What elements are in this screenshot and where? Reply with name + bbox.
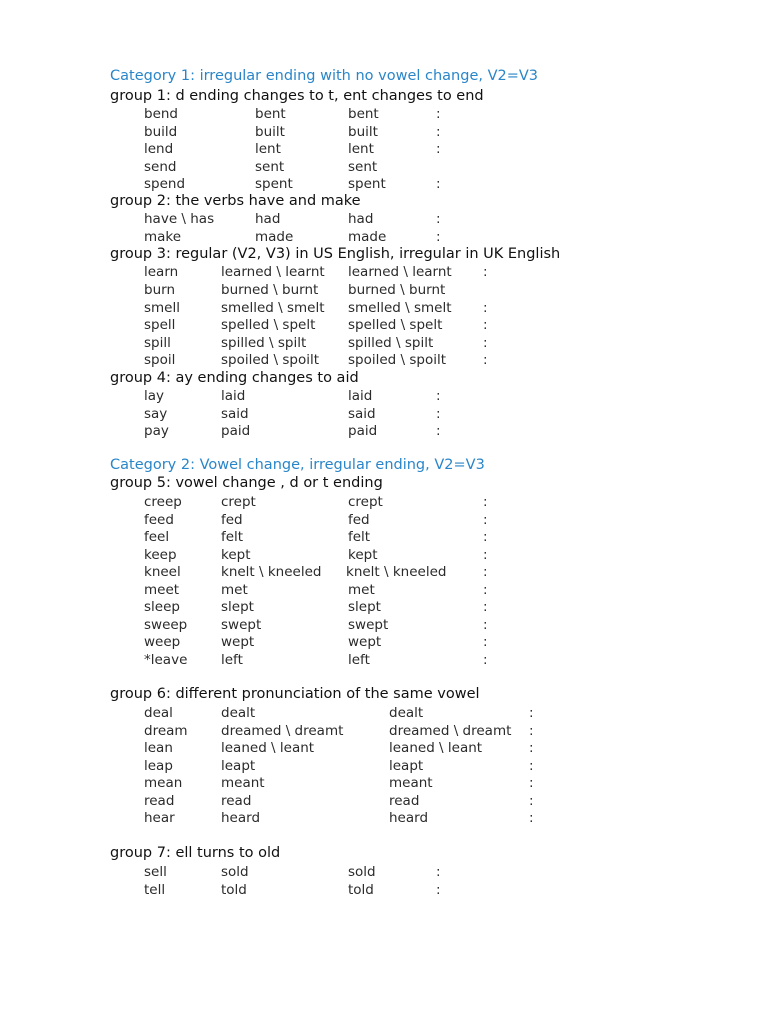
row-colon: : (529, 810, 534, 826)
verb-participle: made (348, 229, 387, 245)
verb-row (0, 810, 768, 828)
verb-row (0, 512, 768, 530)
verb-base: weep (144, 634, 181, 650)
verb-base: creep (144, 494, 182, 510)
verb-base: build (144, 123, 178, 140)
verb-participle: leaned \ leant (389, 740, 483, 756)
verb-participle: spilled \ spilt (348, 334, 434, 351)
group-2-heading: group 2: the verbs have and make (110, 193, 361, 209)
verb-past: knelt \ kneeled (221, 564, 322, 580)
verb-base: make (144, 229, 182, 245)
verb-base: sell (144, 864, 167, 880)
group-1-heading: group 1: d ending changes to t, ent changes to end (110, 88, 484, 104)
row-colon: : (436, 881, 441, 898)
verb-past: leapt (221, 757, 256, 774)
row-colon: : (529, 740, 534, 756)
verb-row (0, 335, 768, 353)
verb-row (0, 882, 768, 900)
verb-row (0, 793, 768, 811)
verb-base: kneel (144, 564, 181, 580)
verb-past: bent (255, 106, 286, 122)
verb-base: spill (144, 334, 171, 351)
verb-past: meant (221, 775, 265, 791)
verb-row (0, 406, 768, 424)
row-colon: : (483, 352, 488, 368)
row-colon: : (483, 264, 488, 280)
row-colon: : (529, 757, 534, 774)
verb-participle: swept (348, 616, 389, 633)
verb-row (0, 652, 768, 670)
verb-past: burned \ burnt (221, 282, 319, 298)
verb-base: *leave (144, 651, 188, 668)
verb-base: feed (144, 511, 174, 528)
verb-base: smell (144, 299, 180, 316)
verb-past: leaned \ leant (221, 740, 315, 756)
verb-row (0, 864, 768, 882)
verb-participle: slept (348, 599, 381, 615)
verb-past: spilled \ spilt (221, 334, 307, 351)
verb-participle: spelled \ spelt (348, 317, 443, 333)
verb-participle: spoiled \ spoilt (348, 352, 447, 368)
verb-row (0, 264, 768, 282)
row-colon: : (436, 405, 441, 422)
verb-past: swept (221, 616, 262, 633)
verb-row (0, 300, 768, 318)
verb-base: spend (144, 176, 186, 192)
verb-base: mean (144, 775, 183, 791)
verb-past: spelled \ spelt (221, 317, 316, 333)
verb-participle: felt (348, 529, 371, 545)
verb-participle: sent (348, 158, 378, 175)
verb-past: dreamed \ dreamt (221, 722, 344, 739)
verb-base: deal (144, 705, 173, 721)
row-colon: : (483, 299, 488, 316)
group-6-heading: group 6: different pronunciation of the same vowel (110, 686, 480, 702)
verb-participle: heard (389, 810, 429, 826)
verb-base: spell (144, 317, 176, 333)
group-3-heading: group 3: regular (V2, V3) in US English, irregular in UK English (110, 246, 561, 262)
verb-base: say (144, 405, 168, 422)
verb-base: learn (144, 264, 179, 280)
verb-past: wept (221, 634, 255, 650)
row-colon: : (483, 494, 488, 510)
row-colon: : (529, 792, 534, 809)
row-colon: : (436, 106, 441, 122)
verb-row (0, 317, 768, 335)
verb-row (0, 352, 768, 370)
verb-row (0, 740, 768, 758)
verb-participle: paid (348, 423, 378, 439)
row-colon: : (483, 317, 488, 333)
verb-participle: dreamed \ dreamt (389, 722, 512, 739)
verb-row (0, 388, 768, 406)
verb-participle: had (348, 211, 374, 227)
row-colon: : (436, 229, 441, 245)
verb-past: kept (221, 546, 251, 563)
row-colon: : (483, 564, 488, 580)
verb-past: told (221, 881, 247, 898)
verb-past: sent (255, 158, 285, 175)
verb-base: meet (144, 581, 180, 598)
row-colon: : (436, 141, 441, 157)
verb-past: dealt (221, 705, 256, 721)
row-colon: : (483, 581, 488, 598)
verb-past: slept (221, 599, 254, 615)
row-colon: : (483, 529, 488, 545)
row-colon: : (483, 634, 488, 650)
verb-row (0, 494, 768, 512)
verb-base: sweep (144, 616, 188, 633)
verb-participle: burned \ burnt (348, 282, 446, 298)
verb-past: read (221, 792, 252, 809)
verb-row (0, 775, 768, 793)
verb-past: had (255, 211, 281, 227)
verb-row (0, 547, 768, 565)
row-colon: : (483, 651, 488, 668)
row-colon: : (436, 864, 441, 880)
verb-participle: kept (348, 546, 378, 563)
category-2-heading: Category 2: Vowel change, irregular ending, V2=V3 (110, 457, 485, 473)
verb-past: laid (221, 388, 246, 404)
group-5-heading: group 5: vowel change , d or t ending (110, 475, 383, 491)
verb-row (0, 423, 768, 441)
verb-row (0, 229, 768, 247)
verb-base: sleep (144, 599, 180, 615)
verb-participle: read (389, 792, 420, 809)
verb-row (0, 705, 768, 723)
verb-base: send (144, 158, 177, 175)
verb-row (0, 176, 768, 194)
verb-past: heard (221, 810, 261, 826)
row-colon: : (483, 334, 488, 351)
category-1-heading: Category 1: irregular ending with no vowel change, V2=V3 (110, 68, 539, 84)
verb-past: felt (221, 529, 244, 545)
verb-participle: knelt \ kneeled (346, 564, 447, 580)
verb-row (0, 106, 768, 124)
verb-row (0, 529, 768, 547)
verb-past: made (255, 229, 294, 245)
verb-participle: leapt (389, 757, 424, 774)
row-colon: : (529, 722, 534, 739)
verb-past: paid (221, 423, 251, 439)
row-colon: : (483, 546, 488, 563)
verb-base: lay (144, 388, 165, 404)
verb-base: tell (144, 881, 166, 898)
verb-base: read (144, 792, 175, 809)
verb-row (0, 634, 768, 652)
verb-row (0, 582, 768, 600)
row-colon: : (529, 705, 534, 721)
verb-participle: spent (348, 176, 386, 192)
verb-participle: built (348, 123, 378, 140)
verb-participle: left (348, 651, 370, 668)
verb-base: keep (144, 546, 177, 563)
verb-past: fed (221, 511, 243, 528)
verb-participle: learned \ learnt (348, 264, 452, 280)
verb-participle: bent (348, 106, 379, 122)
verb-participle: lent (348, 141, 374, 157)
row-colon: : (529, 775, 534, 791)
row-colon: : (436, 123, 441, 140)
row-colon: : (483, 616, 488, 633)
verb-base: leap (144, 757, 173, 774)
verb-past: crept (221, 494, 256, 510)
verb-past: sold (221, 864, 249, 880)
verb-past: said (221, 405, 249, 422)
verb-base: burn (144, 282, 175, 298)
verb-row (0, 758, 768, 776)
verb-row (0, 282, 768, 300)
row-colon: : (483, 511, 488, 528)
verb-participle: fed (348, 511, 370, 528)
verb-row (0, 124, 768, 142)
verb-base: hear (144, 810, 175, 826)
verb-past: built (255, 123, 285, 140)
group-7-heading: group 7: ell turns to old (110, 845, 281, 861)
row-colon: : (436, 211, 441, 227)
verb-participle: smelled \ smelt (348, 299, 452, 316)
row-colon: : (436, 423, 441, 439)
verb-participle: sold (348, 864, 376, 880)
verb-past: met (221, 581, 248, 598)
verb-participle: met (348, 581, 375, 598)
verb-past: spoiled \ spoilt (221, 352, 320, 368)
verb-past: lent (255, 141, 281, 157)
verb-base: spoil (144, 352, 176, 368)
verb-row (0, 564, 768, 582)
verb-base: have \ has (144, 211, 215, 227)
verb-row (0, 599, 768, 617)
verb-participle: wept (348, 634, 382, 650)
verb-past: learned \ learnt (221, 264, 325, 280)
verb-past: smelled \ smelt (221, 299, 325, 316)
verb-row (0, 159, 768, 177)
verb-row (0, 723, 768, 741)
group-4-heading: group 4: ay ending changes to aid (110, 370, 359, 386)
verb-row (0, 211, 768, 229)
row-colon: : (483, 599, 488, 615)
verb-base: dream (144, 722, 188, 739)
verb-base: pay (144, 423, 169, 439)
row-colon: : (436, 388, 441, 404)
verb-past: spent (255, 176, 293, 192)
verb-participle: told (348, 881, 374, 898)
verb-base: lean (144, 740, 173, 756)
verb-base: bend (144, 106, 179, 122)
verb-past: left (221, 651, 243, 668)
verb-participle: said (348, 405, 376, 422)
verb-row (0, 141, 768, 159)
row-colon: : (436, 176, 441, 192)
verb-participle: crept (348, 494, 383, 510)
verb-row (0, 617, 768, 635)
verb-participle: dealt (389, 705, 424, 721)
verb-base: feel (144, 529, 170, 545)
verb-participle: meant (389, 775, 433, 791)
verb-participle: laid (348, 388, 373, 404)
verb-base: lend (144, 141, 174, 157)
